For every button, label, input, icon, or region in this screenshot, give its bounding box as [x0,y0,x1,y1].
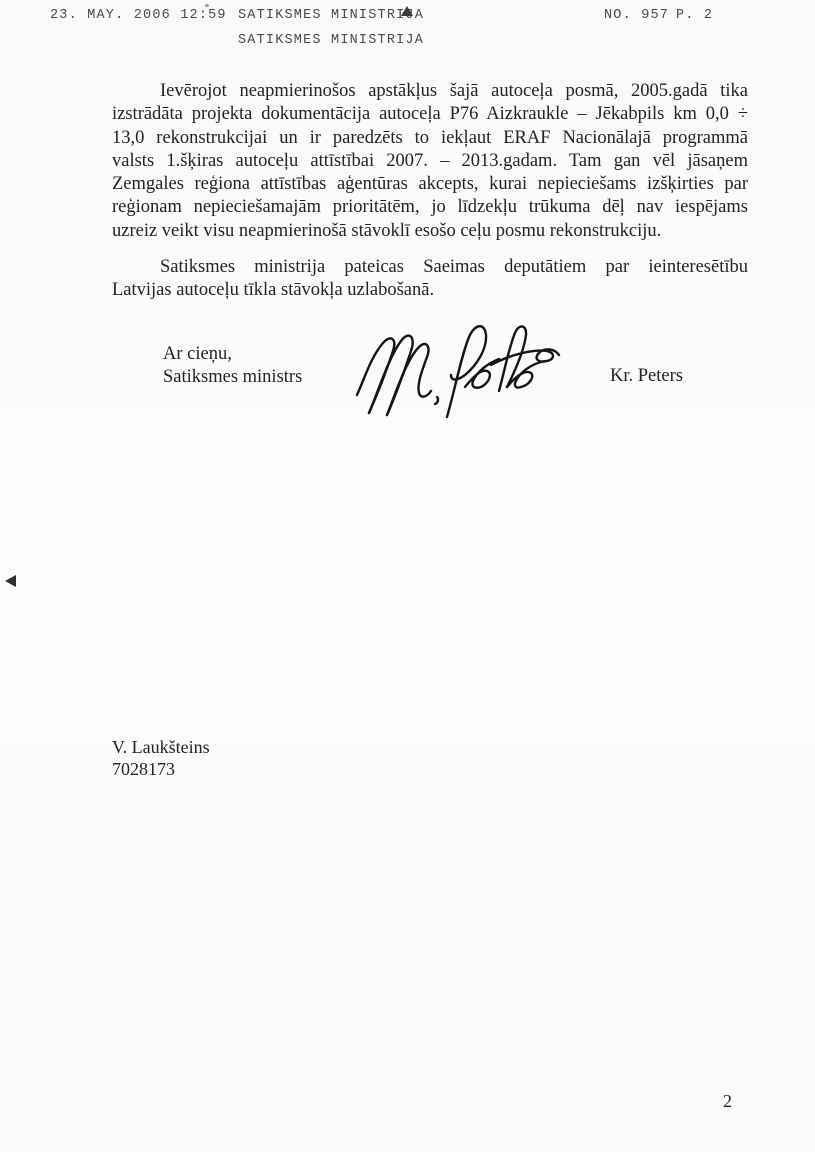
contact-name: V. Laukšteins [112,737,210,757]
fax-page-indicator: P. 2 [676,8,714,23]
fax-sender-line2: SATIKSMES MINISTRIJA [238,33,425,48]
body-line: reģionam nepieciešamajām prioritātēm, jo līdzekļu trūkuma dēļ nav iespējams [112,197,748,218]
body-line: Zemgales reģiona attīstības aģentūras akcepts, kurai nepieciešams izšķirties par [112,174,748,195]
letter-body [112,80,748,316]
fax-timestamp: 23. MAY. 2006 12:59 [50,8,227,23]
body-line: Ievērojot neapmierinošos apstākļus šajā autoceļa posmā, 2005.gadā tika [160,81,748,101]
body-line: 13,0 rekonstrukcijai un ir paredzēts to iekļaut ERAF Nacionālajā programmā [112,127,748,148]
signer-name: Kr. Peters [610,366,683,386]
closing-salutation: Ar cieņu, [163,344,232,364]
body-line: uzreiz veikt visu neapmierinošā stāvoklī esošo ceļu posmu rekonstrukciju. [112,220,662,241]
handwritten-signature-icon [349,325,564,423]
scan-speck [205,4,209,7]
page-number: 2 [723,1091,732,1111]
fax-sender-line1: SATIKSMES MINISTRIJA [238,8,425,23]
left-triangle-icon [5,575,16,587]
signer-title: Satiksmes ministrs [163,367,303,387]
body-line: Latvijas autoceļu tīkla stāvokļa uzlabošanā. [112,280,435,301]
paragraph-1 [112,80,748,243]
up-triangle-icon [401,6,413,16]
fax-number: NO. 957 [604,8,670,23]
contact-phone: 7028173 [112,759,175,779]
body-line: Satiksmes ministrija pateicas Saeimas deputātiem par ieinteresētību [160,257,748,278]
paragraph-2 [112,256,748,303]
body-line: izstrādāta projekta dokumentācija autoceļa P76 Aizkraukle – Jēkabpils km 0,0 ÷ [112,104,748,125]
body-line: valsts 1.šķiras autoceļu attīstībai 2007. – 2013.gadam. Tam gan vēl jāsaņem [112,150,748,171]
